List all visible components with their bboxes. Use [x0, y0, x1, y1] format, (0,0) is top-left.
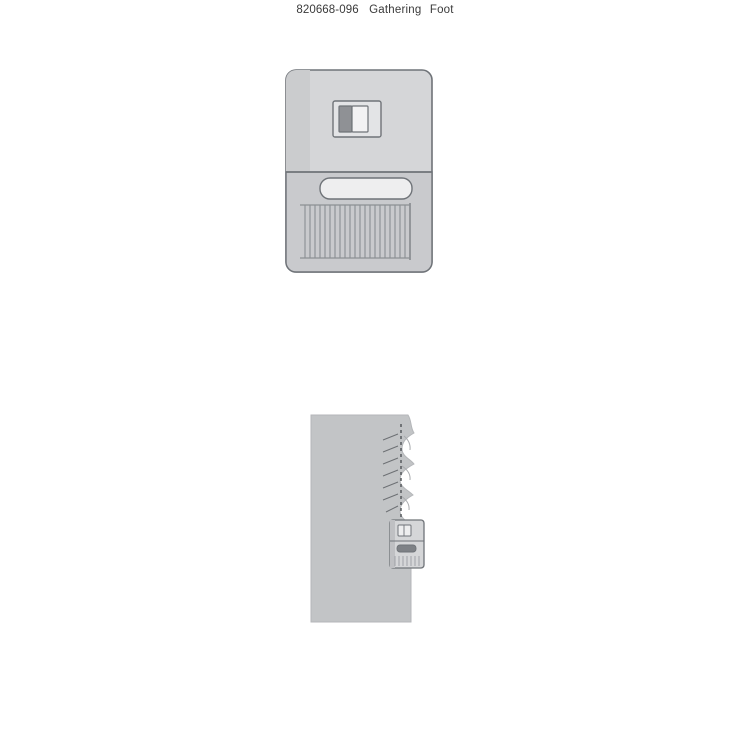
mounting-slot-dark	[339, 106, 352, 132]
mounting-slot-light	[352, 106, 368, 132]
needle-slot-opening	[320, 178, 412, 199]
small-foot-ridges	[395, 556, 419, 566]
fabric-panel	[311, 415, 414, 622]
small-foot-slot	[398, 525, 411, 536]
fabric-application-view	[311, 415, 424, 622]
small-foot-needle-slot	[397, 545, 416, 552]
product-name-word-2: Foot	[429, 4, 454, 16]
presser-foot-on-fabric	[390, 520, 424, 568]
gathering-comb-ridges	[305, 205, 405, 258]
presser-foot-top-view	[286, 70, 432, 272]
small-foot-left-shade	[390, 520, 395, 568]
product-sku: 820668-096	[296, 4, 359, 16]
product-name-word-1: Gathering	[369, 4, 422, 16]
